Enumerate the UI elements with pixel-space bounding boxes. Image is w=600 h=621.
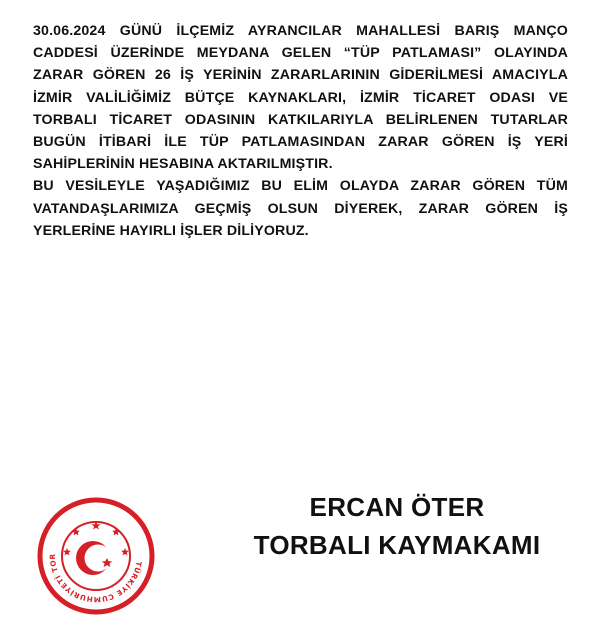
seal-inscription: TÜRKİYE CUMHURİYETİ TOR: [47, 553, 144, 605]
announcement-text: [33, 20, 568, 242]
announcement-paragraph-1: 30.06.2024 GÜNÜ İLÇEMİZ AYRANCILAR MAHALLESİ BARIŞ MANÇO CADDESİ ÜZERİNDE MEYDANA GELEN “TÜP PATLAMASI” OLAYINDA ZARAR GÖREN 26 İŞ YERİNİN ZARARLARININ GİDERİLMESİ AMACIYLA İZMİR VALİLİĞİMİZ BÜTÇE KAYNAKLARI, İZMİR TİCARET ODASI VE TORBALI TİCARET ODASININ KATKILARIYLA BELİRLENEN TUTARLAR BUGÜN İTİBARİ İLE TÜP PATLAMASINDAN ZARAR GÖREN İŞ YERİ SAHİPLERİNİN HESABINA AKTARILMIŞTIR.: [33, 23, 568, 173]
signatory-name: ERCAN ÖTER: [309, 492, 485, 522]
signature-block: [222, 488, 572, 564]
signatory-title: TORBALI KAYMAKAMI: [253, 530, 541, 560]
kaymakamlik-seal-logo: [36, 496, 156, 616]
announcement-paragraph-2: BU VESİLEYLE YAŞADIĞIMIZ BU ELİM OLAYDA ZARAR GÖREN TÜM VATANDAŞLARIMIZA GEÇMİŞ OLSUN DİYEREK, ZARAR GÖREN İŞ YERLERİNE HAYIRLI İŞLER DİLİYORUZ.: [33, 178, 568, 239]
